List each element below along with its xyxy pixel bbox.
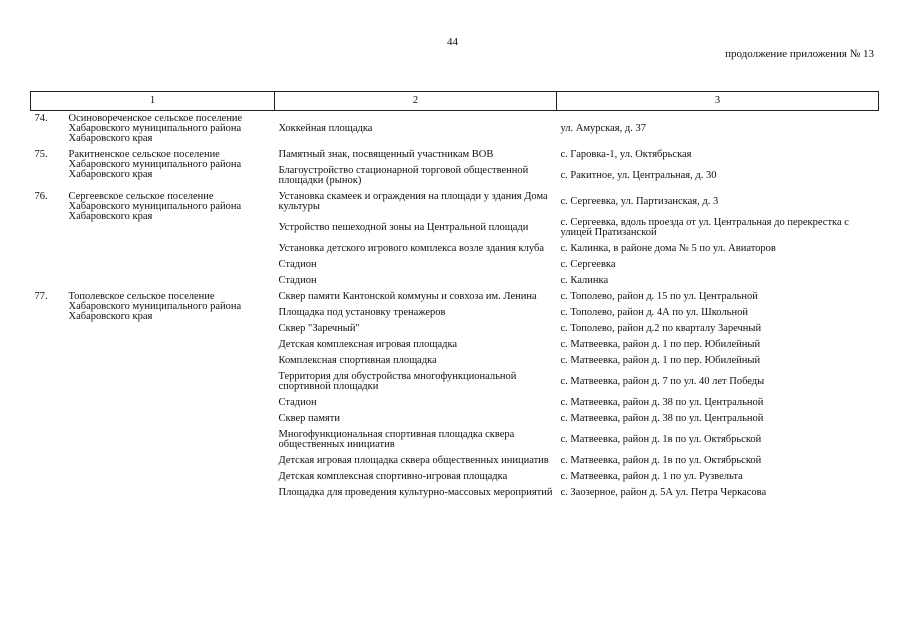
object-name: Установка детского игрового комплекса возле здания клуба — [278, 243, 544, 254]
object-address: с. Матвеевка, район д. 1в по ул. Октябрьской — [560, 455, 762, 466]
objects-table — [30, 91, 879, 501]
settlement-name: Осиновореченское сельское поселение Хабаровского муниципального района Хабаровского края — [68, 113, 243, 144]
row-number: 77. — [34, 291, 48, 302]
object-address: с. Тополево, район д.2 по кварталу Заречный — [560, 323, 762, 334]
object-name: Детская игровая площадка сквера общественных инициатив — [278, 455, 549, 466]
object-address: с. Гаровка-1, ул. Октябрьская — [560, 149, 692, 160]
object-address: с. Матвеевка, район д. 38 по ул. Центральной — [560, 397, 764, 408]
object-address: с. Матвеевка, район д. 7 по ул. 40 лет Победы — [560, 376, 765, 387]
object-name: Стадион — [278, 259, 317, 270]
object-name: Памятный знак, посвященный участникам ВОВ — [278, 149, 494, 160]
settlement-name: Сергеевское сельское поселение Хабаровского муниципального района Хабаровского края — [68, 191, 242, 222]
settlement-cell — [31, 111, 275, 148]
settlement-name: Тополевское сельское поселение Хабаровского муниципального района Хабаровского края — [68, 291, 242, 322]
table-row — [31, 189, 879, 215]
object-address: с. Матвеевка, район д. 1 по пер. Юбилейный — [560, 355, 761, 366]
table-row — [31, 147, 879, 163]
object-address: с. Тополево, район д. 4А по ул. Школьной — [560, 307, 748, 318]
object-name: Хоккейная площадка — [278, 123, 373, 134]
object-name: Площадка для проведения культурно-массовых мероприятий — [278, 487, 553, 498]
object-name: Площадка под установку тренажеров — [278, 307, 446, 318]
table-row — [31, 111, 879, 148]
appendix-continuation-label: продолжение приложения № 13 — [725, 48, 874, 60]
object-name: Сквер "Заречный" — [278, 323, 360, 334]
settlement-cell — [31, 289, 275, 501]
object-name: Устройство пешеходной зоны на Центральной площади — [278, 222, 529, 233]
page-number: 44 — [447, 36, 458, 48]
settlement-name: Ракитненское сельское поселение Хабаровского муниципального района Хабаровского края — [68, 149, 242, 180]
object-address: с. Сергеевка, ул. Партизанская, д. 3 — [560, 196, 719, 207]
settlement-cell — [31, 189, 275, 289]
object-name: Стадион — [278, 275, 317, 286]
object-address: с. Матвеевка, район д. 38 по ул. Центральной — [560, 413, 764, 424]
object-name: Установка скамеек и ограждения на площади у здания Дома культуры — [278, 191, 548, 212]
object-name: Сквер памяти — [278, 413, 340, 424]
object-name: Территория для обустройства многофункциональной спортивной площадки — [278, 371, 517, 392]
column-header-3: 3 — [557, 92, 879, 111]
row-number: 76. — [34, 191, 48, 202]
object-address: с. Матвеевка, район д. 1в по ул. Октябрьской — [560, 434, 762, 445]
object-address: с. Сергеевка — [560, 259, 616, 270]
settlement-cell — [31, 147, 275, 189]
column-header-2: 2 — [275, 92, 557, 111]
object-name: Комплексная спортивная площадка — [278, 355, 437, 366]
table-body — [31, 111, 879, 502]
table-header-row — [31, 92, 879, 111]
object-address: с. Сергеевка, вдоль проезда от ул. Центральная до перекрестка с улицей Пратизанской — [560, 217, 849, 238]
object-name: Детская комплексная игровая площадка — [278, 339, 458, 350]
object-address: с. Калинка — [560, 275, 609, 286]
object-name: Стадион — [278, 397, 317, 408]
object-name: Многофункциональная спортивная площадка сквера общественных инициатив — [278, 429, 515, 450]
object-address: с. Ракитное, ул. Центральная, д. 30 — [560, 170, 717, 181]
object-name: Благоустройство стационарной торговой общественной площадки (рынок) — [278, 165, 529, 186]
object-address: с. Калинка, в районе дома № 5 по ул. Авиаторов — [560, 243, 776, 254]
table-row — [31, 289, 879, 305]
object-address: с. Тополево, район д. 15 по ул. Центральной — [560, 291, 758, 302]
object-name: Сквер памяти Кантонской коммуны и совхоза им. Ленина — [278, 291, 537, 302]
object-name: Детская комплексная спортивно-игровая площадка — [278, 471, 508, 482]
row-number: 74. — [34, 113, 48, 124]
object-address: с. Заозерное, район д. 5А ул. Петра Черкасова — [560, 487, 767, 498]
row-number: 75. — [34, 149, 48, 160]
object-address: ул. Амурская, д. 37 — [560, 123, 646, 134]
object-address: с. Матвеевка, район д. 1 по пер. Юбилейный — [560, 339, 761, 350]
column-header-1: 1 — [31, 92, 275, 111]
object-address: с. Матвеевка, район д. 1 по ул. Рузвельта — [560, 471, 743, 482]
